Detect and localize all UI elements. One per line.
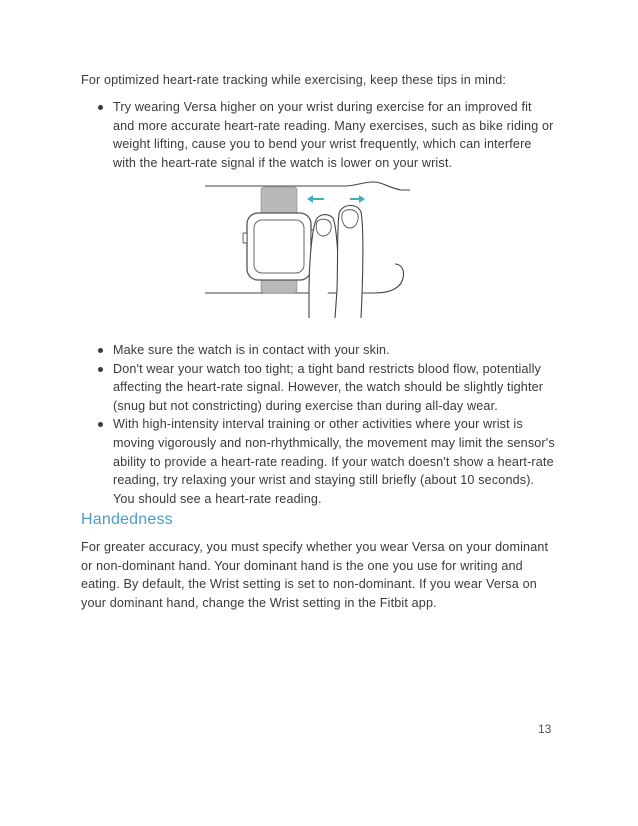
tips-list-bottom xyxy=(97,341,555,508)
list-item: Make sure the watch is in contact with your skin. xyxy=(97,341,555,360)
wrist-illustration xyxy=(205,178,415,318)
left-arrow-icon xyxy=(307,195,324,203)
handedness-heading: Handedness xyxy=(81,511,173,528)
watch-button-left xyxy=(243,233,247,243)
list-item: With high-intensity interval training or other activities where your wrist is moving vigorously and non-rhythmically, the movement may limit the sensor's ability to provide a heart-rate reading. If your watch doesn't show a heart-rate reading, try relaxing your wrist and staying still briefly (about 10 seconds). You should see a heart-rate reading. xyxy=(97,415,555,508)
list-item: Try wearing Versa higher on your wrist during exercise for an improved fit and more accurate heart-rate reading. Many exercises, such as bike riding or weight lifting, cause you to bend your wrist frequently, which can interfere with the heart-rate signal if the watch is lower on your wrist. xyxy=(97,98,555,172)
arm-top-outline xyxy=(205,182,410,190)
intro-paragraph: For optimized heart-rate tracking while exercising, keep these tips in mind: xyxy=(81,73,507,87)
handedness-paragraph: For greater accuracy, you must specify whether you wear Versa on your dominant or non-dominant hand. Your dominant hand is the one you use for writing and eating. By default, the Wrist setting is set to non-dominant. If you wear Versa on your dominant hand, change the Wrist setting in the Fitbit app. xyxy=(81,540,549,610)
list-item: Don't wear your watch too tight; a tight band restricts blood flow, potentially affecting the heart-rate signal. However, the watch should be slightly tighter (snug but not constricting) during exercise than during all-day wear. xyxy=(97,360,555,416)
page-number: 13 xyxy=(538,722,552,736)
watch-screen xyxy=(254,220,304,273)
tips-list-top xyxy=(97,98,555,172)
fingernail-left xyxy=(316,219,331,236)
fingernail-right xyxy=(342,210,358,228)
right-arrow-icon xyxy=(350,195,365,203)
